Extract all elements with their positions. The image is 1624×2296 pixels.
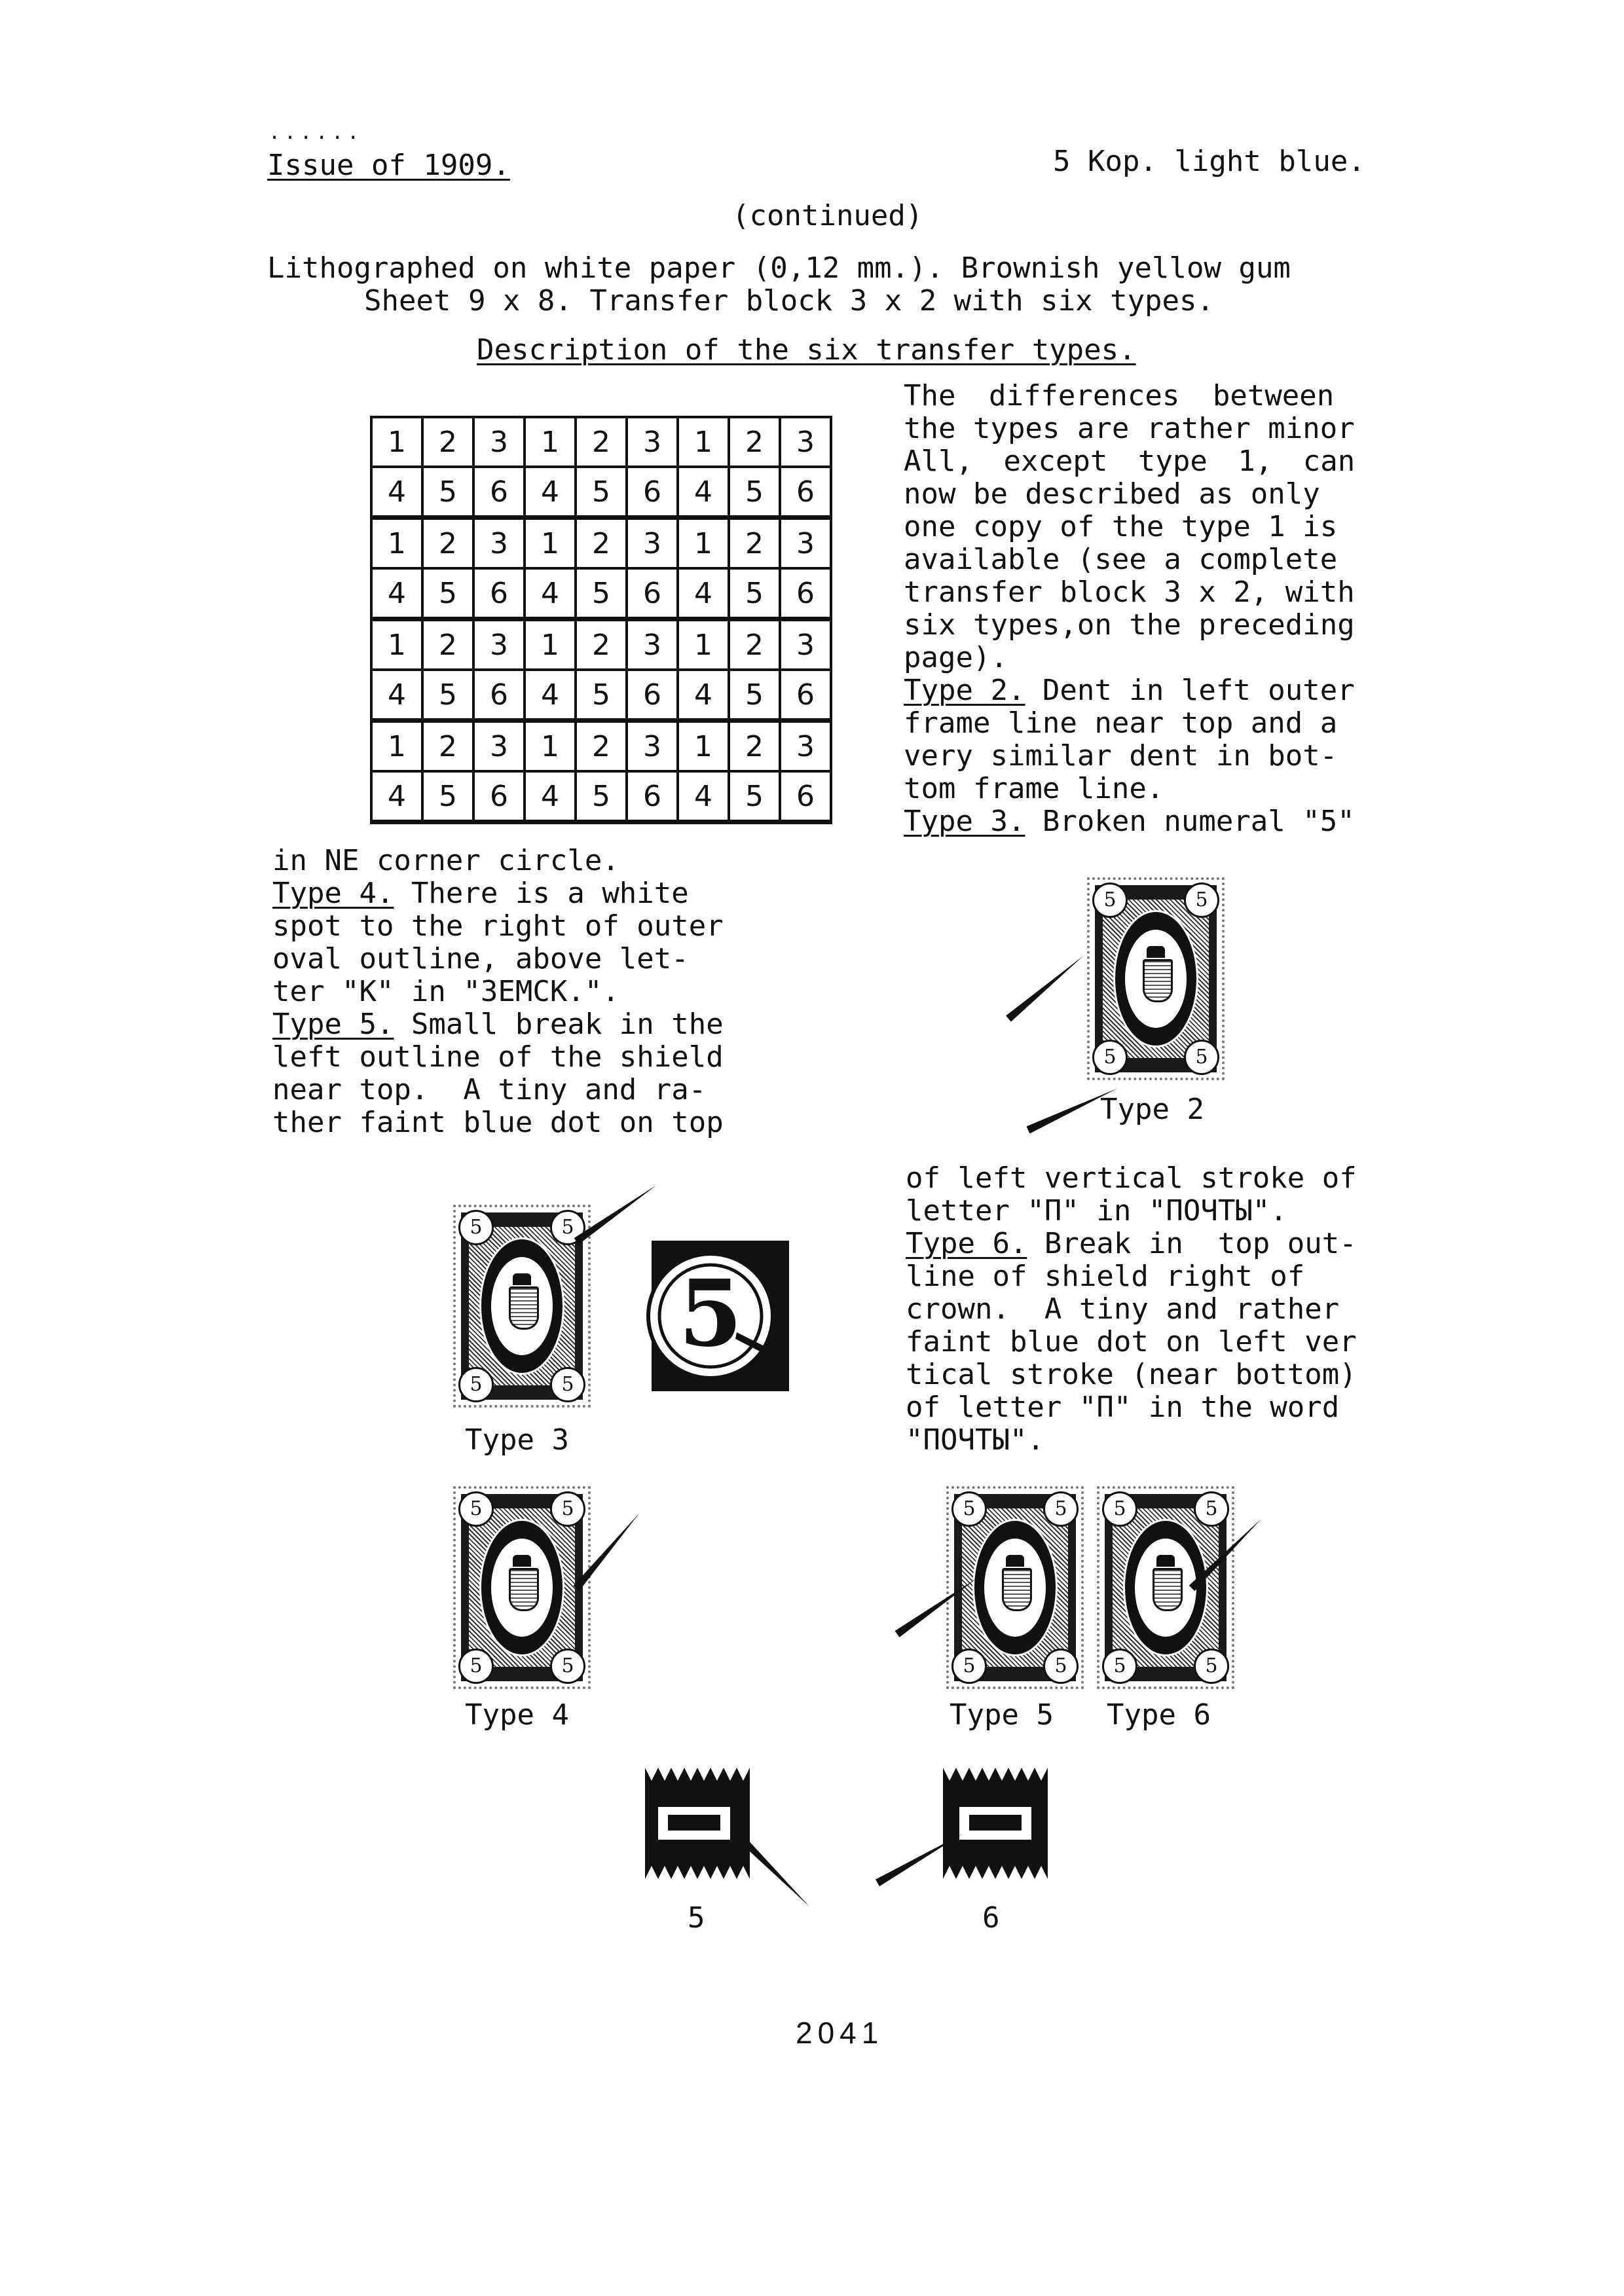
type2-label: Type 2. xyxy=(904,674,1025,707)
caption-type2: Type 2 xyxy=(1100,1093,1204,1126)
type3-detail-numeral: 5 xyxy=(678,1260,743,1368)
diff-line-6: available (see a complete xyxy=(904,543,1338,576)
grid-cell: 4 xyxy=(371,670,422,721)
type5-text-5: of left vertical stroke of xyxy=(906,1161,1357,1195)
grid-cell: 4 xyxy=(371,568,422,619)
grid-cell: 1 xyxy=(525,417,576,467)
type2-text-3: very similar dent in bot- xyxy=(904,739,1338,773)
caption-detail6: 6 xyxy=(982,1901,1000,1935)
stamp-corner-numeral: 5 xyxy=(1194,1649,1229,1684)
grid-cell: 3 xyxy=(627,619,678,670)
type4-text-2: spot to the right of outer xyxy=(272,909,724,943)
type4-text-3: oval outline, above let- xyxy=(272,942,689,975)
type5-description xyxy=(272,1008,724,1041)
grid-cell: 2 xyxy=(422,417,473,467)
type2-text-2: frame line near top and a xyxy=(904,706,1338,740)
caption-type4: Type 4 xyxy=(465,1698,569,1732)
grid-cell: 5 xyxy=(729,467,780,518)
stamp-corner-numeral: 5 xyxy=(458,1210,494,1245)
grid-cell: 6 xyxy=(627,568,678,619)
detail-image-type6 xyxy=(943,1768,1048,1879)
grid-cell: 5 xyxy=(576,568,627,619)
grid-cell: 6 xyxy=(627,670,678,721)
grid-row xyxy=(371,619,831,670)
grid-cell: 6 xyxy=(473,670,525,721)
type4-label: Type 4. xyxy=(272,877,394,910)
type5-text-6: letter "П" in "ПОЧТЫ". xyxy=(906,1194,1287,1228)
caption-type5: Type 5 xyxy=(950,1698,1054,1732)
stamp-corner-numeral: 5 xyxy=(550,1367,585,1402)
grid-cell: 6 xyxy=(780,568,831,619)
type5-text-2: left outline of the shield xyxy=(272,1040,724,1074)
grid-cell: 5 xyxy=(729,670,780,721)
grid-row xyxy=(371,467,831,518)
grid-cell: 2 xyxy=(422,518,473,569)
diff-line-2: the types are rather minor xyxy=(904,412,1355,445)
grid-cell: 4 xyxy=(678,467,729,518)
type2-description xyxy=(904,674,1355,707)
intro-line-1: Lithographed on white paper (0,12 mm.). Brownish yellow gum xyxy=(267,251,1291,285)
grid-cell: 2 xyxy=(729,619,780,670)
diff-line-4: now be described as only xyxy=(904,477,1320,511)
type6-text-7: "ПОЧТЫ". xyxy=(906,1423,1044,1457)
stamp-corner-numeral: 5 xyxy=(550,1491,585,1527)
grid-cell: 5 xyxy=(576,467,627,518)
pointer-detail5 xyxy=(737,1834,882,1979)
stamp-corner-numeral: 5 xyxy=(951,1491,987,1527)
grid-row xyxy=(371,670,831,721)
stamp-type4 xyxy=(453,1486,591,1689)
stamp-corner-numeral: 5 xyxy=(1043,1649,1079,1684)
grid-cell: 6 xyxy=(627,771,678,822)
grid-cell: 3 xyxy=(473,619,525,670)
grid-cell: 5 xyxy=(422,467,473,518)
header-issue: Issue of 1909. xyxy=(267,149,510,182)
grid-cell: 3 xyxy=(627,518,678,569)
diff-line-1: The differences between xyxy=(904,379,1335,412)
type6-label: Type 6. xyxy=(906,1227,1027,1260)
type6-text-4: faint blue dot on left ver xyxy=(906,1325,1357,1358)
grid-cell: 2 xyxy=(729,721,780,772)
type3-text-1: Broken numeral "5" xyxy=(1025,805,1355,838)
stamp-corner-numeral: 5 xyxy=(1184,883,1219,918)
grid-cell: 5 xyxy=(422,771,473,822)
grid-cell: 4 xyxy=(678,771,729,822)
pointer-type4 xyxy=(573,1435,705,1591)
grid-cell: 3 xyxy=(780,619,831,670)
type5-label: Type 5. xyxy=(272,1008,394,1041)
type6-text-1: Break in top out- xyxy=(1027,1227,1357,1260)
stamp-corner-numeral: 5 xyxy=(1092,1040,1128,1075)
grid-cell: 2 xyxy=(576,518,627,569)
stamp-corner-numeral: 5 xyxy=(1102,1649,1137,1684)
stamp-corner-numeral: 5 xyxy=(1194,1491,1229,1527)
grid-cell: 1 xyxy=(678,721,729,772)
grid-cell: 2 xyxy=(576,721,627,772)
grid-cell: 3 xyxy=(780,417,831,467)
grid-cell: 6 xyxy=(473,771,525,822)
grid-cell: 3 xyxy=(780,518,831,569)
type6-description xyxy=(906,1228,1357,1260)
stamp-corner-numeral: 5 xyxy=(1043,1491,1079,1527)
grid-cell: 5 xyxy=(422,670,473,721)
grid-cell: 3 xyxy=(473,721,525,772)
grid-cell: 6 xyxy=(627,467,678,518)
grid-cell: 3 xyxy=(473,417,525,467)
type4-description xyxy=(272,877,689,910)
grid-cell: 1 xyxy=(371,619,422,670)
type6-text-6: of letter "П" in the word xyxy=(906,1391,1340,1424)
stamp-corner-numeral: 5 xyxy=(1102,1491,1137,1527)
stamp-corner-numeral: 5 xyxy=(1092,883,1128,918)
caption-type3: Type 3 xyxy=(465,1423,569,1457)
grid-cell: 1 xyxy=(525,518,576,569)
grid-cell: 3 xyxy=(627,417,678,467)
type4-text-1: There is a white xyxy=(394,877,689,910)
type3-description xyxy=(904,805,1355,838)
grid-cell: 2 xyxy=(729,417,780,467)
grid-cell: 1 xyxy=(371,721,422,772)
grid-row xyxy=(371,568,831,619)
grid-cell: 1 xyxy=(525,619,576,670)
diff-line-8: six types,on the preceding xyxy=(904,608,1355,642)
type6-text-2: line of shield right of xyxy=(906,1260,1305,1293)
grid-cell: 1 xyxy=(678,619,729,670)
continued-label: (continued) xyxy=(732,199,923,232)
type3-label: Type 3. xyxy=(904,805,1025,838)
grid-cell: 2 xyxy=(576,619,627,670)
grid-cell: 3 xyxy=(473,518,525,569)
intro-line-2: Sheet 9 x 8. Transfer block 3 x 2 with six types. xyxy=(364,284,1215,318)
grid-row xyxy=(371,771,831,822)
grid-cell: 4 xyxy=(371,467,422,518)
grid-cell: 4 xyxy=(525,568,576,619)
grid-cell: 4 xyxy=(678,670,729,721)
header-value: 5 Kop. light blue. xyxy=(1053,145,1365,178)
grid-row xyxy=(371,721,831,772)
caption-detail5: 5 xyxy=(688,1901,705,1935)
stamp-corner-numeral: 5 xyxy=(1184,1040,1219,1075)
grid-cell: 4 xyxy=(525,670,576,721)
detail-image-type5 xyxy=(645,1768,750,1879)
grid-cell: 1 xyxy=(678,518,729,569)
grid-cell: 4 xyxy=(525,467,576,518)
section-title: Description of the six transfer types. xyxy=(477,333,1136,367)
type6-text-5: tical stroke (near bottom) xyxy=(906,1358,1357,1391)
grid-cell: 1 xyxy=(371,417,422,467)
caption-type6: Type 6 xyxy=(1107,1698,1211,1732)
grid-cell: 5 xyxy=(422,568,473,619)
grid-cell: 2 xyxy=(576,417,627,467)
stamp-corner-numeral: 5 xyxy=(951,1649,987,1684)
diff-line-5: one copy of the type 1 is xyxy=(904,510,1338,543)
type2-text-4: tom frame line. xyxy=(904,772,1164,805)
grid-cell: 4 xyxy=(525,771,576,822)
type3-numeral-detail xyxy=(638,1241,789,1391)
grid-cell: 1 xyxy=(525,721,576,772)
grid-cell: 4 xyxy=(371,771,422,822)
grid-cell: 5 xyxy=(729,568,780,619)
grid-cell: 2 xyxy=(422,721,473,772)
grid-cell: 2 xyxy=(729,518,780,569)
stamp-type3 xyxy=(453,1205,591,1408)
grid-row xyxy=(371,417,831,467)
grid-cell: 3 xyxy=(780,721,831,772)
grid-cell: 4 xyxy=(678,568,729,619)
stamp-type6 xyxy=(1097,1486,1234,1689)
grid-cell: 5 xyxy=(576,670,627,721)
grid-cell: 6 xyxy=(780,467,831,518)
diff-line-7: transfer block 3 x 2, with xyxy=(904,575,1355,609)
grid-cell: 6 xyxy=(473,467,525,518)
stamp-corner-numeral: 5 xyxy=(458,1367,494,1402)
grid-cell: 1 xyxy=(371,518,422,569)
transfer-grid xyxy=(370,416,832,824)
grid-row xyxy=(371,518,831,569)
type5-text-4: ther faint blue dot on top xyxy=(272,1106,724,1139)
type5-text-3: near top. A tiny and ra- xyxy=(272,1073,707,1106)
page-number: 2041 xyxy=(796,2016,884,2050)
grid-cell: 6 xyxy=(473,568,525,619)
grid-cell: 6 xyxy=(780,670,831,721)
grid-cell: 5 xyxy=(576,771,627,822)
stamp-corner-numeral: 5 xyxy=(550,1649,585,1684)
stamp-corner-numeral: 5 xyxy=(458,1491,494,1527)
stamp-corner-numeral: 5 xyxy=(550,1210,585,1245)
grid-cell: 1 xyxy=(678,417,729,467)
grid-cell: 3 xyxy=(627,721,678,772)
diff-line-3: All, except type 1, can xyxy=(904,445,1356,478)
type6-text-3: crown. A tiny and rather xyxy=(906,1292,1340,1326)
stamp-corner-numeral: 5 xyxy=(458,1649,494,1684)
grid-cell: 5 xyxy=(729,771,780,822)
type4-text-4: ter "K" in "ЗЕМСК.". xyxy=(272,975,619,1008)
type3-continued: in NE corner circle. xyxy=(272,844,619,877)
type2-text-1: Dent in left outer xyxy=(1025,674,1355,707)
header-country-fragment: ...... xyxy=(268,121,363,144)
grid-cell: 6 xyxy=(780,771,831,822)
diff-line-9: page). xyxy=(904,641,1008,674)
type5-text-1: Small break in the xyxy=(394,1008,724,1041)
grid-cell: 2 xyxy=(422,619,473,670)
pointer-type3 xyxy=(574,1125,740,1245)
